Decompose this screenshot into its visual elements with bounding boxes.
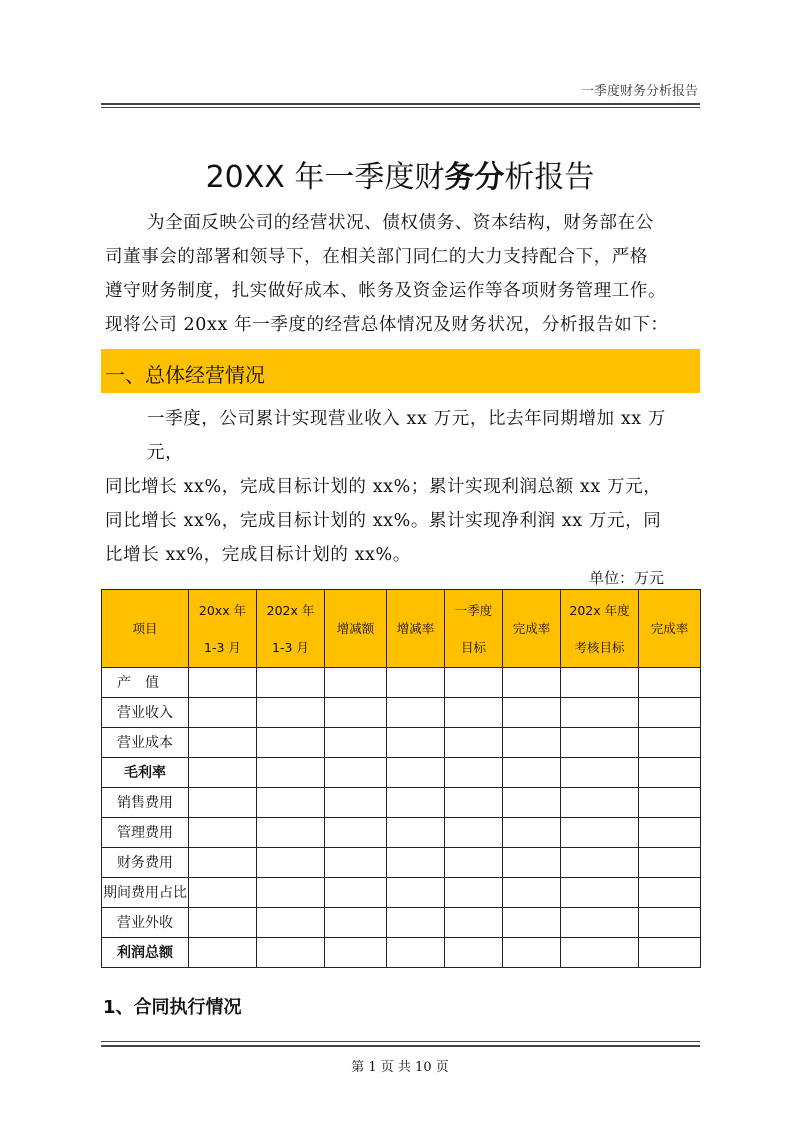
column-header-line: 完成率: [512, 621, 551, 636]
column-header: [639, 590, 701, 668]
unit-label: 单位：万元: [589, 569, 665, 587]
table-cell: [325, 668, 387, 698]
financial-table: [101, 589, 701, 968]
table-row: [102, 848, 701, 878]
table-cell: [503, 758, 561, 788]
column-header-line: 考核目标: [574, 639, 625, 655]
intro-line: 遵守财务制度，扎实做好成本、帐务及资金运作等各项财务管理工作。: [105, 281, 667, 301]
row-label: 营业外收: [102, 908, 189, 938]
column-header-line: 20xx 年: [198, 602, 247, 618]
column-header: [257, 590, 325, 668]
intro-line: 现将公司 20xx 年一季度的经营总体情况及财务状况，分析报告如下：: [105, 315, 669, 335]
table-cell: [387, 698, 445, 728]
table-cell: [257, 878, 325, 908]
intro-line: 司董事会的部署和领导下，在相关部门同仁的大力支持配合下，严格: [105, 247, 648, 267]
table-cell: [189, 818, 257, 848]
intro-line: 为全面反映公司的经营状况、债权债务、资本结构，财务部在公: [147, 213, 654, 233]
table-cell: [387, 818, 445, 848]
column-header: [325, 590, 387, 668]
table-cell: [189, 668, 257, 698]
table-cell: [257, 908, 325, 938]
table-cell: [257, 758, 325, 788]
table-cell: [445, 938, 503, 968]
row-label: 毛利率: [102, 758, 189, 788]
table-row: [102, 788, 701, 818]
table-cell: [445, 668, 503, 698]
table-cell: [257, 728, 325, 758]
table-cell: [445, 788, 503, 818]
table-cell: [189, 938, 257, 968]
table-cell: [561, 848, 639, 878]
column-header-line: 202x 年度: [569, 602, 630, 618]
table-cell: [561, 818, 639, 848]
table-cell: [445, 848, 503, 878]
table-cell: [257, 698, 325, 728]
table-cell: [189, 848, 257, 878]
table-cell: [503, 938, 561, 968]
table-cell: [445, 878, 503, 908]
table-cell: [639, 938, 701, 968]
table-cell: [387, 938, 445, 968]
table-cell: [503, 908, 561, 938]
table-cell: [639, 668, 701, 698]
table-cell: [639, 728, 701, 758]
column-header: [102, 590, 189, 668]
header-rule-thin: [101, 107, 700, 108]
table-cell: [387, 878, 445, 908]
table-cell: [189, 878, 257, 908]
document-title: [0, 152, 800, 196]
section-heading: 一、总体经营情况: [105, 363, 265, 387]
table-cell: [325, 698, 387, 728]
table-cell: [639, 818, 701, 848]
overview-line: 比增长 xx%，完成目标计划的 xx%。: [105, 545, 411, 565]
table-cell: [387, 788, 445, 818]
table-cell: [503, 848, 561, 878]
column-header-line: 202x 年: [266, 602, 315, 618]
table-row: [102, 908, 701, 938]
row-label: 财务费用: [102, 848, 189, 878]
title-part-bold: 务分: [444, 160, 505, 195]
intro-paragraph: [105, 206, 700, 342]
column-header-line: 增减额: [336, 621, 375, 636]
table-row: [102, 698, 701, 728]
table-cell: [503, 728, 561, 758]
table-cell: [325, 848, 387, 878]
table-cell: [387, 758, 445, 788]
column-header: [387, 590, 445, 668]
column-header-line: 增减率: [396, 621, 435, 636]
table-cell: [387, 848, 445, 878]
table-cell: [445, 818, 503, 848]
table-cell: [561, 698, 639, 728]
table-row: [102, 668, 701, 698]
table-cell: [561, 788, 639, 818]
column-header: [189, 590, 257, 668]
table-cell: [445, 758, 503, 788]
header-rule-thick: [101, 103, 700, 105]
table-cell: [325, 938, 387, 968]
table-cell: [189, 758, 257, 788]
table-cell: [257, 938, 325, 968]
table-cell: [257, 788, 325, 818]
row-label: 销售费用: [102, 788, 189, 818]
column-header-line: 目标: [460, 639, 486, 655]
table-cell: [189, 728, 257, 758]
table-cell: [189, 908, 257, 938]
table-cell: [189, 698, 257, 728]
overview-line: 一季度，公司累计实现营业收入 xx 万元，比去年同期增加 xx 万元，: [147, 409, 667, 463]
running-header: 一季度财务分析报告: [580, 84, 698, 99]
footer-rule-thick: [101, 1045, 700, 1047]
column-header-line: 1-3 月: [204, 639, 241, 655]
table-cell: [325, 908, 387, 938]
table-cell: [445, 698, 503, 728]
title-part-2: 析报告: [504, 160, 595, 195]
overview-paragraph: [105, 402, 700, 572]
row-label: 营业收入: [102, 698, 189, 728]
page-number: 第 1 页 共 10 页: [351, 1060, 449, 1075]
table-cell: [257, 668, 325, 698]
footer-rule-thin: [101, 1041, 700, 1042]
column-header: [445, 590, 503, 668]
table-cell: [445, 728, 503, 758]
table-header-row: [102, 590, 701, 668]
column-header-line: 一季度: [454, 602, 493, 618]
column-header: [503, 590, 561, 668]
table-cell: [503, 818, 561, 848]
table-cell: [639, 788, 701, 818]
table-cell: [503, 668, 561, 698]
table-cell: [387, 728, 445, 758]
column-header: [561, 590, 639, 668]
table-cell: [639, 848, 701, 878]
table-row: [102, 938, 701, 968]
table-cell: [561, 878, 639, 908]
section-heading-bar: [101, 349, 700, 393]
table-cell: [561, 728, 639, 758]
table-cell: [639, 878, 701, 908]
row-label: 利润总额: [102, 938, 189, 968]
table-cell: [561, 908, 639, 938]
table-cell: [257, 818, 325, 848]
table-row: [102, 818, 701, 848]
table-cell: [503, 788, 561, 818]
row-label: 营业成本: [102, 728, 189, 758]
row-label: 管理费用: [102, 818, 189, 848]
row-label: 产值: [102, 668, 189, 698]
table-cell: [503, 878, 561, 908]
overview-line: 同比增长 xx%，完成目标计划的 xx%。累计实现净利润 xx 万元，同: [105, 511, 662, 531]
table-cell: [503, 698, 561, 728]
title-part-1: 20XX 年一季度财: [205, 160, 445, 195]
table-cell: [445, 908, 503, 938]
table-row: [102, 758, 701, 788]
table-cell: [639, 908, 701, 938]
table-cell: [639, 698, 701, 728]
column-header-line: 1-3 月: [272, 639, 309, 655]
table-cell: [257, 848, 325, 878]
row-label: 期间费用占比: [102, 878, 189, 908]
table-cell: [189, 788, 257, 818]
table-cell: [561, 938, 639, 968]
table-row: [102, 728, 701, 758]
table-cell: [561, 758, 639, 788]
column-header-line: 项目: [132, 621, 158, 636]
column-header-line: 完成率: [650, 621, 689, 636]
table-cell: [639, 758, 701, 788]
table-cell: [387, 668, 445, 698]
table-cell: [325, 728, 387, 758]
table-cell: [325, 818, 387, 848]
table-cell: [561, 668, 639, 698]
table-cell: [387, 908, 445, 938]
overview-line: 同比增长 xx%，完成目标计划的 xx%；累计实现利润总额 xx 万元，: [105, 477, 662, 497]
table-row: [102, 878, 701, 908]
table-cell: [325, 758, 387, 788]
subsection-heading: 1、合同执行情况: [103, 997, 242, 1018]
table-cell: [325, 878, 387, 908]
table-cell: [325, 788, 387, 818]
